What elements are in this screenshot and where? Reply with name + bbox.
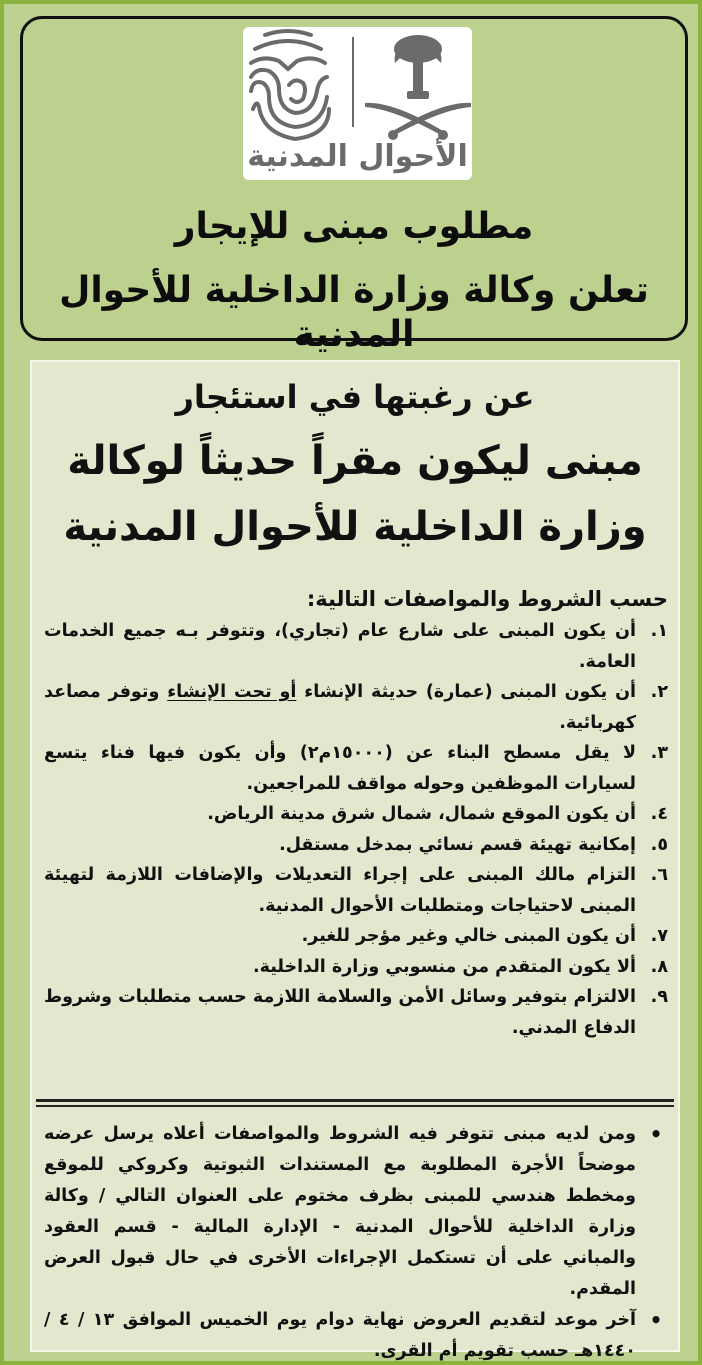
condition-number: ١. bbox=[650, 621, 668, 641]
conditions-list bbox=[44, 616, 668, 1043]
condition-text: أن يكون المبنى خالي وغير مؤجر للغير. bbox=[301, 926, 636, 946]
condition-number: ٢. bbox=[650, 682, 668, 702]
condition-text: الالتزام بتوفير وسائل الأمن والسلامة اللازمة حسب متطلبات وشروط الدفاع المدني. bbox=[44, 987, 636, 1038]
note-item bbox=[44, 1119, 668, 1305]
condition-item bbox=[44, 677, 668, 738]
condition-text-part: أن يكون المبنى (عمارة) حديثة الإنشاء bbox=[296, 682, 637, 702]
condition-item bbox=[44, 616, 668, 677]
deadline-note-text: آخر موعد لتقديم العروض نهاية دوام يوم الخميس الموافق ١٣ / ٤ / ١٤٤٠هـ حسب تقويم أم القرى. bbox=[44, 1310, 637, 1361]
note-item bbox=[44, 1305, 668, 1365]
condition-text bbox=[44, 677, 636, 738]
condition-number: ٣. bbox=[650, 743, 668, 763]
condition-text-part: وتوفر مصاعد كهربائية. bbox=[44, 682, 636, 733]
fingerprint-emblem-icon bbox=[251, 31, 329, 139]
condition-text: التزام مالك المبنى على إجراء التعديلات والإضافات اللازمة لتهيئة المبنى لاحتياجات ومتطلبات الأحوال المدنية. bbox=[44, 865, 636, 916]
condition-item bbox=[44, 982, 668, 1043]
condition-text: أن يكون المبنى على شارع عام (تجاري)، وتتوفر بـه جميع الخدمات العامة. bbox=[44, 621, 636, 672]
underlined-emphasis: أو تحت الإنشاء bbox=[167, 682, 297, 702]
condition-item bbox=[44, 799, 668, 830]
condition-item bbox=[44, 830, 668, 861]
logo-emblems-icon bbox=[243, 27, 472, 145]
condition-number: ٩. bbox=[650, 987, 668, 1007]
palm-swords-emblem-icon bbox=[365, 35, 471, 140]
condition-text: ألا يكون المتقدم من منسوبي وزارة الداخلية. bbox=[252, 956, 636, 977]
condition-item bbox=[44, 952, 668, 983]
condition-number: ٥. bbox=[650, 834, 668, 855]
note-text: ومن لديه مبنى تتوفر فيه الشروط والمواصفات أعلاه يرسل عرضه موضحاً الأجرة المطلوبة مع المستندات الثبوتية وكروكي للموقع ومخطط هندسي للمبنى بظرف مختوم على العنوان التالي / وكالة وزارة الداخلية للأحوال المدنية - الإدارة المالية - قسم العقود والمباني على أن تستكمل الإجراءات الأخرى في حال قبول العرض المقدم. bbox=[44, 1124, 636, 1299]
condition-number: ٤. bbox=[650, 804, 668, 824]
bullet-icon: • bbox=[649, 1122, 663, 1146]
conditions-section bbox=[44, 582, 668, 1043]
page-title: مطلوب مبنى للإيجار bbox=[174, 206, 534, 247]
intro-line-2: مبنى ليكون مقراً حديثاً لوكالة bbox=[67, 438, 643, 484]
condition-number: ٦. bbox=[650, 865, 668, 885]
logo-text: الأحوال المدنية bbox=[247, 139, 468, 174]
intro-line-3: وزارة الداخلية للأحوال المدنية bbox=[63, 504, 647, 550]
notes-list bbox=[44, 1119, 668, 1365]
condition-text: إمكانية تهيئة قسم نسائي بمدخل مستقل. bbox=[279, 834, 636, 855]
condition-text: لا يقل مسطح البناء عن (١٥٠٠٠م٢) وأن يكون فيها فناء يتسع لسيارات الموظفين وحوله مواقف للمراجعين. bbox=[44, 743, 636, 794]
double-rule-divider bbox=[36, 1099, 674, 1107]
condition-text: أن يكون الموقع شمال، شمال شرق مدينة الرياض. bbox=[207, 804, 636, 824]
condition-number: ٨. bbox=[650, 956, 668, 977]
conditions-heading: حسب الشروط والمواصفات التالية: bbox=[306, 587, 668, 611]
condition-item bbox=[44, 860, 668, 921]
intro-line-1: عن رغبتها في استئجار bbox=[175, 378, 535, 416]
civil-affairs-logo bbox=[243, 27, 472, 180]
condition-number: ٧. bbox=[650, 926, 668, 946]
header-box bbox=[20, 16, 688, 355]
page-subtitle: تعلن وكالة وزارة الداخلية للأحوال المدنية bbox=[59, 270, 649, 355]
condition-item bbox=[44, 738, 668, 799]
bullet-icon: • bbox=[649, 1308, 663, 1332]
condition-item bbox=[44, 921, 668, 952]
content-box bbox=[30, 360, 680, 1361]
